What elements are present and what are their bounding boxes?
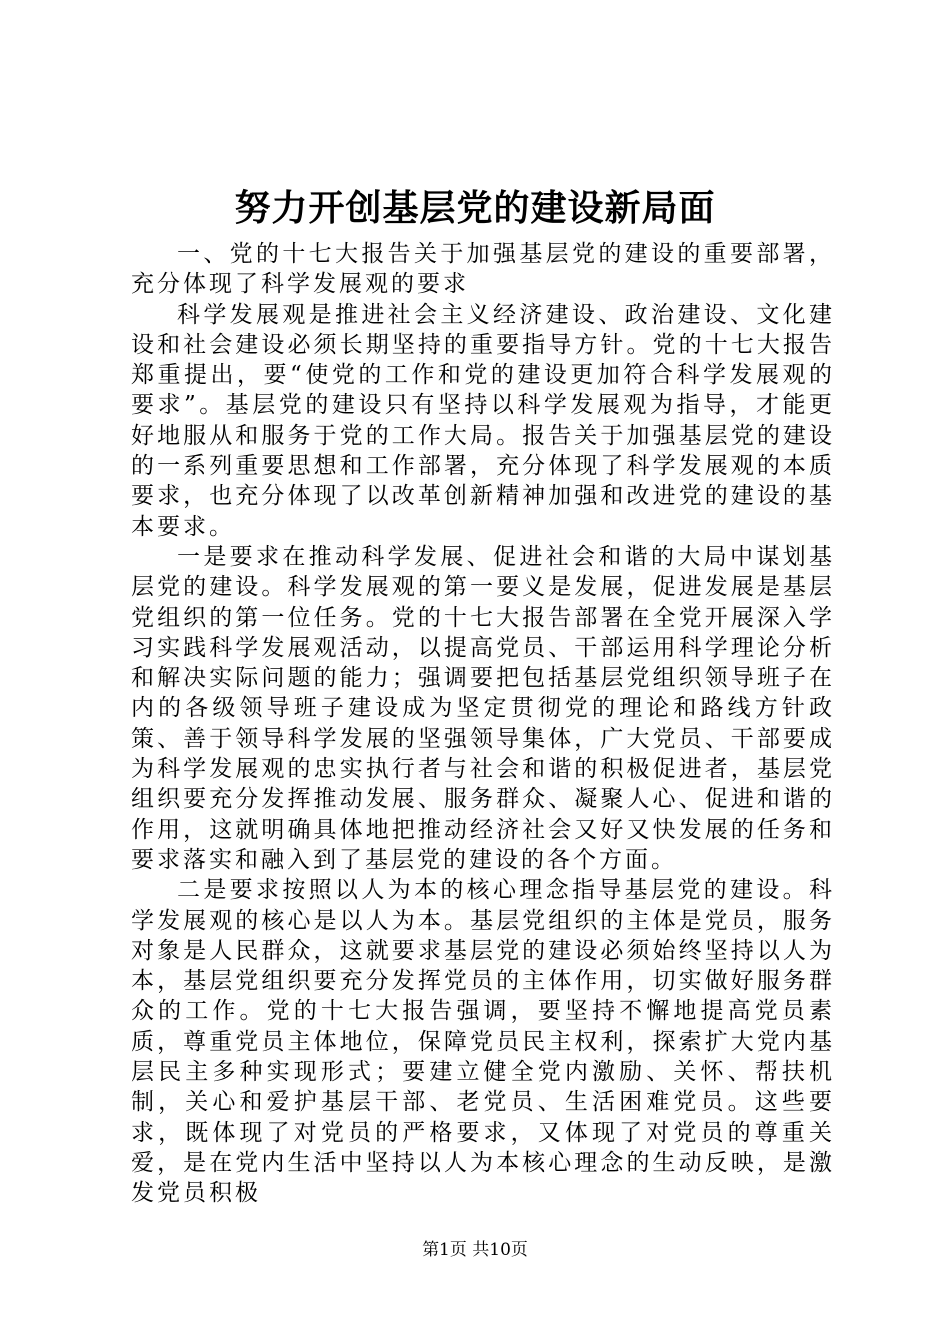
paragraph: 科学发展观是推进社会主义经济建设、政治建设、文化建设和社会建设必须长期坚持的重要指导方针。党的十七大报告郑重提出，要“使党的工作和党的建设更加符合科学发展观的要求”。基层党的建设只有坚持以科学发展观为指导，才能更好地服从和服务于党的工作大局。报告关于加强基层党的建设的一系列重要思想和工作部署，充分体现了科学发展观的本质要求，也充分体现了以改革创新精神加强和改进党的建设的基本要求。 — [131, 301, 835, 540]
paragraph: 二是要求按照以人为本的核心理念指导基层党的建设。科学发展观的核心是以人为本。基层党组织的主体是党员，服务对象是人民群众，这就要求基层党的建设必须始终坚持以人为本，基层党组织要充分发挥党员的主体作用，切实做好服务群众的工作。党的十七大报告强调，要坚持不懈地提高党员素质，尊重党员主体地位，保障党员民主权利，探索扩大党内基层民主多种实现形式；要建立健全党内激励、关怀、帮扶机制，关心和爱护基层干部、老党员、生活困难党员。这些要求，既体现了对党员的严格要求，又体现了对党员的尊重关爱，是在党内生活中坚持以人为本核心理念的生动反映，是激发党员积极 — [131, 877, 835, 1207]
paragraph-heading: 一、党的十七大报告关于加强基层党的建设的重要部署，充分体现了科学发展观的要求 — [131, 241, 835, 298]
page-number-footer: 第1页 共10页 — [422, 1240, 528, 1260]
document-body — [131, 239, 835, 1209]
paragraph: 一是要求在推动科学发展、促进社会和谐的大局中谋划基层党的建设。科学发展观的第一要义是发展，促进发展是基层党组织的第一位任务。党的十七大报告部署在全党开展深入学习实践科学发展观活动，以提高党员、干部运用科学理论分析和解决实际问题的能力；强调要把包括基层党组织领导班子在内的各级领导班子建设成为坚定贯彻党的理论和路线方针政策、善于领导科学发展的坚强领导集体，广大党员、干部要成为科学发展观的忠实执行者与社会和谐的积极促进者，基层党组织要充分发挥推动发展、服务群众、凝聚人心、促进和谐的作用，这就明确具体地把推动经济社会又好又快发展的任务和要求落实和融入到了基层党的建设的各个方面。 — [131, 543, 835, 873]
document-title: 努力开创基层党的建设新局面 — [234, 187, 716, 229]
